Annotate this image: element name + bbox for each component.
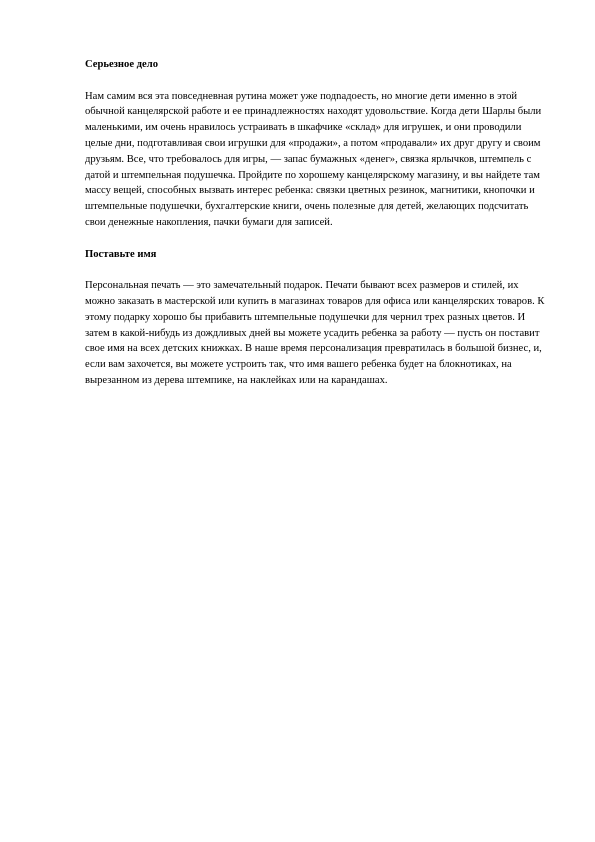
section-paragraph-put-name: Персональная печать — это замечательный подарок. Печати бывают всех размеров и стилей, их можно заказать в мастерской или купить в магазинах товаров для офиса или канцелярских товаров. К этому подарку хорошо бы прибавить штемпельные подушечки для чернил трех разных цветов. И затем в какой-нибудь из дождливых дней вы можете усадить ребенка за работу — пусть он поставит свое имя на всех детских книжках. В наше время персонализация превратилась в большой бизнес, и, если вам захочется, вы можете устроить так, что имя вашего ребенка будет на блокнотиках, на вырезанном из дерева штемпике, на наклейках или на карандашах. [85, 280, 545, 386]
spacer [85, 73, 545, 89]
section-heading-put-name: Поставьте имя [85, 248, 157, 260]
document-body [85, 57, 545, 389]
spacer [85, 262, 545, 278]
section-heading-serious-matter: Серьезное дело [85, 59, 158, 70]
spacer [85, 231, 545, 247]
section-paragraph-serious-matter: Нам самим вся эта повседневная рутина может уже подnадоесть, но многие дети именно в этой обычной канцелярской работе и ее принадлежностях находят удовольствие. Когда дети Шарлы были маленькими, им очень нравилось устраивать в шкафчике «склад» для игрушек, и они проводили целые дни, подготавливая свои игрушки для «продажи», а потом «продавали» их друг другу и своим друзьям. Все, что требовалось для игры, — запас бумажных «денег», связка ярлычков, штемпель с датой и штемпельная подушечка. Пройдите по хорошему канцелярскому магазину, и вы найдете там массу вещей, способных вызвать интерес ребенка: связки цветных резинок, магнитики, кнопочки и штемпельные подушечки, бухгалтерские книги, очень полезные для детей, желающих подсчитать свои денежные накопления, пачки бумаги для записей. [85, 90, 542, 228]
